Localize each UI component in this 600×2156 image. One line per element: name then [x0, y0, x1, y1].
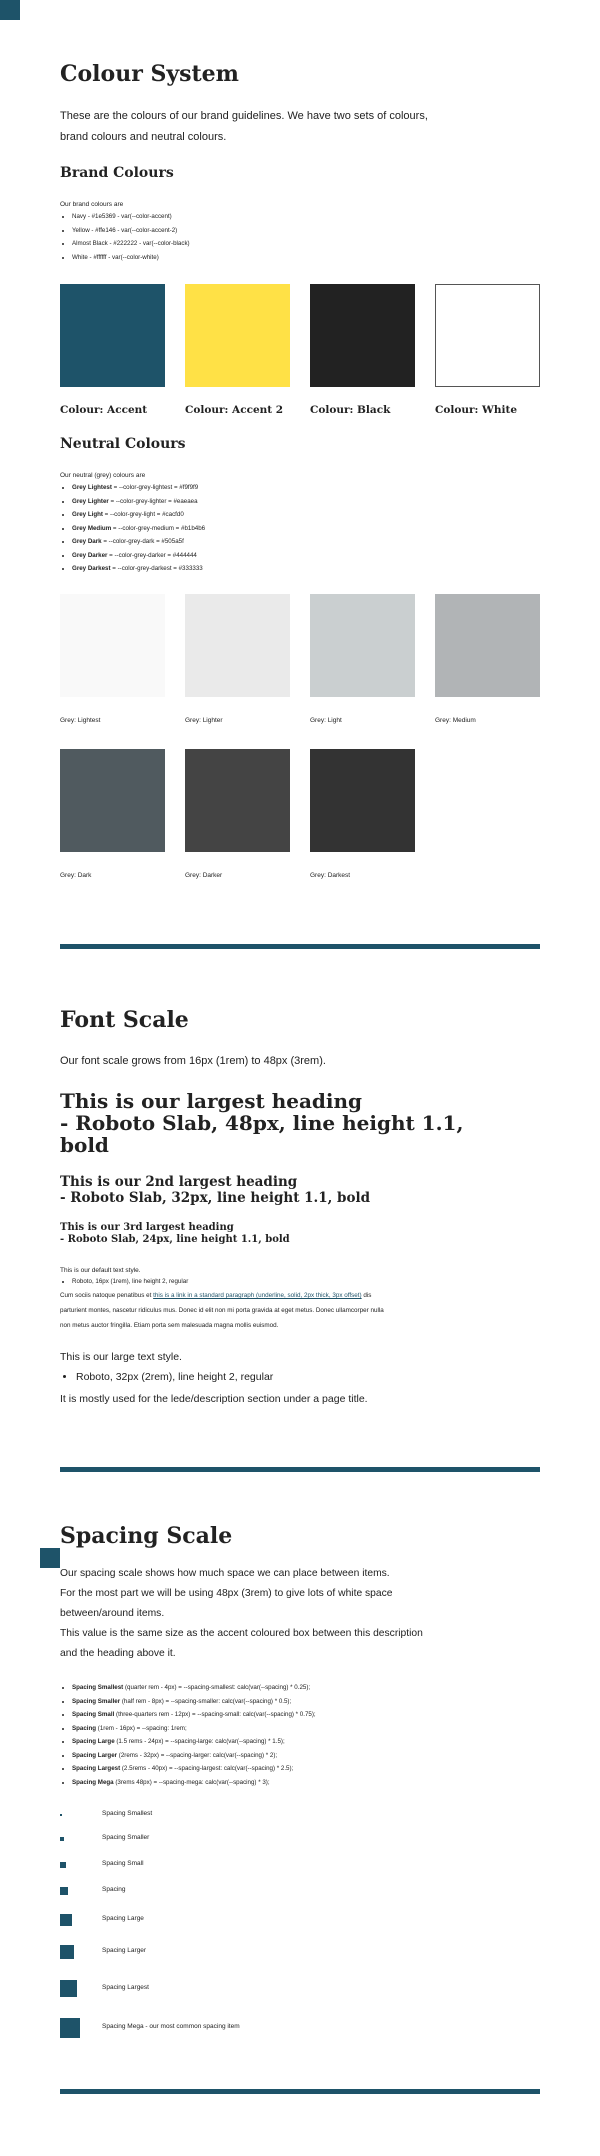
neutral-colour-name: Grey Medium [72, 524, 112, 532]
spacing-demo-label: Spacing Largest [102, 1983, 149, 1991]
neutral-colour-list-item [72, 522, 205, 536]
spacing-demo-label: Spacing [102, 1886, 126, 1893]
neutral-swatch-item [435, 594, 540, 724]
spacing-value: (half rem - 8px) = --spacing-smaller: calc(var(--spacing) * 0.5); [120, 1697, 292, 1705]
neutral-colour-list-item [72, 508, 205, 522]
large-text-label: This is our large text style. [60, 1351, 182, 1363]
neutral-colour-value: = --color-grey-lightest = #f9f9f9 [111, 484, 199, 491]
paragraph-link[interactable]: this is a link in a standard paragraph (underline, solid, 2px thick, 3px offset) [153, 1292, 362, 1299]
large-text-bullet: • Roboto, 32px (2rem), line height 2, regular [76, 1367, 273, 1387]
largest-heading-line3: bold [60, 1133, 109, 1157]
brand-swatch-item [310, 284, 415, 416]
spacing-name: Spacing Mega [72, 1778, 114, 1786]
neutral-swatch-item [185, 749, 290, 879]
spacing-list-item [72, 1749, 316, 1763]
neutral-colour-list-item [72, 535, 205, 549]
brand-colour-list-item: • Navy - #1e5369 - var(--color-accent) [72, 210, 190, 224]
neutral-colour-value: = --color-grey-light = #cacfd0 [102, 511, 184, 518]
default-text-label: This is our default text style. [60, 1267, 141, 1274]
colour-swatch-label: Colour: Accent 2 [185, 404, 284, 416]
colour-swatch [435, 594, 540, 697]
colour-swatch [435, 284, 540, 387]
spacing-demo-label: Spacing Mega - our most common spacing item [102, 2023, 240, 2030]
colour-swatch-label: Grey: Lightest [60, 717, 101, 724]
spacing-value: (three-quarters rem - 12px) = --spacing-small: calc(var(--spacing) * 0.75); [114, 1711, 316, 1718]
paragraph-text: Cum sociis natoque penatibus et [60, 1292, 154, 1299]
colour-swatch [185, 284, 290, 387]
colour-swatch-label: Grey: Darker [185, 872, 223, 879]
brand-colours-title: Brand Colours [60, 165, 174, 181]
neutral-swatch-item [310, 749, 415, 879]
brand-colour-list-item: • White - #ffffff - var(--color-white) [72, 251, 190, 265]
neutral-colour-list-item [72, 562, 205, 576]
spacing-list-item [72, 1722, 316, 1736]
neutral-colour-value: = --color-grey-darker = #444444 [107, 551, 197, 559]
spacing-demo-box [60, 2018, 80, 2038]
sample-paragraph [60, 1288, 384, 1333]
spacing-intro-line: For the most part we will be using 48px (3rem) to give lots of white space [60, 1588, 393, 1599]
brand-swatch-item [185, 284, 290, 416]
third-heading-line2: - Roboto Slab, 24px, line height 1.1, bold [60, 1234, 290, 1245]
section-divider [60, 2089, 540, 2094]
brand-colour-list-item: • Yellow - #ffe146 - var(--color-accent-2) [72, 224, 190, 238]
spacing-intro-line: This value is the same size as the accent coloured box between this description [60, 1628, 423, 1639]
colour-swatch-label: Grey: Lighter [185, 717, 223, 724]
colour-swatch [60, 594, 165, 697]
spacing-name: Spacing [72, 1724, 97, 1732]
sample-paragraph-line3: non metus auctor fringilla. Etiam porta sem malesuada magna mollis euismod. [60, 1322, 279, 1329]
spacing-demo-box [60, 1837, 64, 1841]
neutral-colour-list-item [72, 481, 205, 495]
neutral-colour-name: Grey Dark [72, 538, 102, 545]
colour-swatch-label: Grey: Dark [60, 872, 92, 879]
spacing-demo-label: Spacing Smaller [102, 1834, 150, 1841]
spacing-value: (1rem - 16px) = --spacing: 1rem; [96, 1724, 187, 1732]
spacing-name: Spacing Small [72, 1711, 115, 1718]
spacing-value: (2rems - 32px) = --spacing-larger: calc(var(--spacing) * 2); [117, 1751, 278, 1759]
brand-colour-list-item: • Almost Black - #222222 - var(--color-black) [72, 237, 190, 251]
spacing-demo-box [60, 1814, 62, 1816]
default-text-bullet: • Roboto, 16px (1rem), line height 2, regular [72, 1275, 188, 1289]
neutral-colours-list [60, 481, 205, 576]
spacing-demo-box [60, 1887, 68, 1895]
colour-swatch-label: Grey: Medium [435, 717, 476, 724]
neutral-swatch-item [310, 594, 415, 724]
brand-colours-list [60, 210, 190, 264]
default-text-bullet-list [60, 1275, 188, 1289]
spacing-list-item [72, 1681, 316, 1695]
spacing-list-item [72, 1776, 316, 1790]
sample-paragraph-line1 [60, 1288, 384, 1303]
spacing-mega-accent-box [40, 1548, 60, 1568]
third-heading-sample [60, 1222, 290, 1246]
neutral-swatch-item [60, 594, 165, 724]
spacing-demo-label: Spacing Larger [102, 1947, 147, 1954]
spacing-intro-line: Our spacing scale shows how much space we can place between items. [60, 1568, 390, 1579]
large-text-note: It is mostly used for the lede/description section under a page title. [60, 1393, 368, 1405]
spacing-list-item [72, 1762, 316, 1776]
spacing-demo-box [60, 1914, 72, 1926]
neutral-swatch-item [185, 594, 290, 724]
spacing-demo-label: Spacing Smallest [102, 1810, 153, 1817]
neutral-colour-list-item [72, 549, 205, 563]
neutral-colour-name: Grey Light [72, 511, 103, 518]
spacing-value: (1.5 rems - 24px) = --spacing-large: calc(var(--spacing) * 1.5); [114, 1738, 285, 1745]
font-scale-title: Font Scale [60, 1007, 189, 1033]
neutral-colour-value: = --color-grey-dark = #505a5f [101, 538, 184, 545]
spacing-scale-list [60, 1681, 316, 1789]
second-heading-line1: This is our 2nd largest heading [60, 1174, 298, 1190]
neutral-colour-name: Grey Darker [72, 551, 108, 559]
largest-heading-line2: - Roboto Slab, 48px, line height 1.1, [60, 1111, 464, 1135]
colour-swatch-label: Colour: Accent [60, 404, 148, 416]
spacing-list-item [72, 1695, 316, 1709]
spacing-name: Spacing Largest [72, 1765, 121, 1772]
colour-swatch-label: Grey: Darkest [310, 872, 351, 879]
spacing-intro-line: between/around items. [60, 1608, 165, 1619]
colour-swatch [185, 594, 290, 697]
spacing-scale-intro [60, 1564, 423, 1664]
spacing-name: Spacing Large [72, 1738, 115, 1745]
colour-swatch [185, 749, 290, 852]
large-text-bullet-list [60, 1367, 273, 1387]
colour-swatch [60, 284, 165, 387]
font-scale-intro: Our font scale grows from 16px (1rem) to 48px (3rem). [60, 1055, 326, 1067]
spacing-scale-title: Spacing Scale [60, 1523, 233, 1549]
neutral-colour-value: = --color-grey-lighter = #eaeaea [108, 497, 198, 505]
spacing-demo-box [60, 1980, 77, 1997]
paragraph-text-end: dis [361, 1292, 372, 1299]
section-divider [60, 944, 540, 949]
largest-heading-line1: This is our largest heading [60, 1089, 363, 1113]
spacing-name: Spacing Larger [72, 1751, 118, 1759]
colour-system-title: Colour System [60, 61, 239, 87]
second-heading-sample [60, 1174, 370, 1206]
colour-swatch-label: Grey: Light [310, 717, 342, 724]
colour-swatch-label: Colour: Black [310, 404, 391, 416]
neutral-colour-name: Grey Lightest [72, 484, 112, 491]
spacing-list-item [72, 1708, 316, 1722]
colour-system-intro-line1: These are the colours of our brand guidelines. We have two sets of colours, [60, 110, 428, 122]
spacing-name: Spacing Smallest [72, 1684, 124, 1691]
spacing-intro-line: and the heading above it. [60, 1648, 176, 1659]
third-heading-line1: This is our 3rd largest heading [60, 1222, 234, 1233]
accent-corner-square [0, 0, 20, 20]
spacing-demo-label: Spacing Small [102, 1860, 144, 1867]
brand-swatch-item [60, 284, 165, 416]
spacing-value: (quarter rem - 4px) = --spacing-smallest: calc(var(--spacing) * 0.25); [123, 1684, 311, 1691]
sample-paragraph-line2: parturient montes, nascetur ridiculus mus. Donec id elit non mi porta gravida at eget metus. Donec ullamcorper nulla [60, 1307, 384, 1314]
spacing-name: Spacing Smaller [72, 1697, 121, 1705]
colour-swatch [60, 749, 165, 852]
neutral-swatch-item [60, 749, 165, 879]
spacing-demo-label: Spacing Large [102, 1915, 144, 1922]
neutral-colours-intro: Our neutral (grey) colours are [60, 472, 146, 479]
section-divider [60, 1467, 540, 1472]
colour-swatch-label: Colour: White [435, 404, 517, 416]
brand-swatch-item [435, 284, 540, 416]
spacing-value: (2.5rems - 40px) = --spacing-largest: calc(var(--spacing) * 2.5); [120, 1765, 294, 1772]
neutral-colour-value: = --color-grey-darkest = #333333 [110, 565, 203, 572]
colour-swatch [310, 284, 415, 387]
neutral-colour-name: Grey Darkest [72, 565, 111, 572]
brand-colours-intro: Our brand colours are [60, 201, 124, 208]
spacing-demo-box [60, 1862, 66, 1868]
colour-swatch [310, 749, 415, 852]
spacing-value: (3rems 48px) = --spacing-mega: calc(var(--spacing) * 3); [113, 1778, 270, 1786]
second-heading-line2: - Roboto Slab, 32px, line height 1.1, bold [60, 1190, 371, 1206]
largest-heading-sample [60, 1090, 463, 1156]
neutral-colour-value: = --color-grey-medium = #b1b4b6 [111, 524, 206, 532]
neutral-colours-title: Neutral Colours [60, 436, 186, 452]
neutral-colour-list-item [72, 495, 205, 509]
neutral-colour-name: Grey Lighter [72, 497, 109, 505]
colour-system-intro-line2: brand colours and neutral colours. [60, 131, 227, 143]
colour-swatch [310, 594, 415, 697]
spacing-list-item [72, 1735, 316, 1749]
spacing-demo-box [60, 1945, 74, 1959]
